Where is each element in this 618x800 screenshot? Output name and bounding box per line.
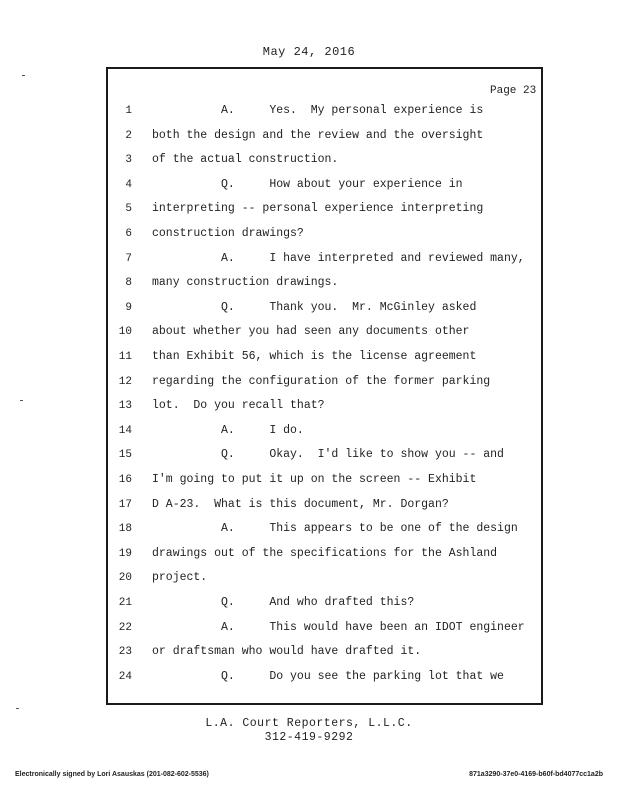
scan-speck <box>20 400 23 401</box>
line-number: 19 <box>118 548 132 560</box>
scan-speck <box>22 75 25 76</box>
line-number: 5 <box>125 203 132 215</box>
court-reporter-name: L.A. Court Reporters, L.L.C. <box>205 717 413 730</box>
page-number: Page 23 <box>490 85 537 97</box>
line-text: Q. How about your experience in <box>152 178 463 191</box>
line-text: interpreting -- personal experience interpreting <box>152 202 484 215</box>
line-text: or draftsman who would have drafted it. <box>152 645 422 658</box>
line-number: 1 <box>125 105 132 117</box>
line-text: Q. And who drafted this? <box>152 596 415 609</box>
line-text: A. Yes. My personal experience is <box>152 104 484 117</box>
line-text: project. <box>152 571 208 584</box>
line-number: 9 <box>125 302 132 314</box>
line-number: 10 <box>118 326 132 338</box>
line-number: 20 <box>118 572 132 584</box>
document-hash: 871a3290-37e0-4169-b60f-bd4077cc1a2b <box>469 771 603 778</box>
line-text: regarding the configuration of the former parking <box>152 375 491 388</box>
line-number: 17 <box>118 499 132 511</box>
line-number: 8 <box>125 277 132 289</box>
court-reporter-phone: 312-419-9292 <box>264 731 354 744</box>
line-text: about whether you had seen any documents other <box>152 325 470 338</box>
line-text: construction drawings? <box>152 227 304 240</box>
line-number: 13 <box>118 400 132 412</box>
line-number: 23 <box>118 646 132 658</box>
line-text: Q. Okay. I'd like to show you -- and <box>152 448 504 461</box>
line-text: D A-23. What is this document, Mr. Dorgan? <box>152 498 449 511</box>
line-number: 21 <box>118 597 132 609</box>
line-number: 18 <box>118 523 132 535</box>
line-number: 15 <box>118 449 132 461</box>
line-number: 6 <box>125 228 132 240</box>
line-number: 7 <box>125 253 132 265</box>
line-text: Q. Do you see the parking lot that we <box>152 670 504 683</box>
line-text: of the actual construction. <box>152 153 339 166</box>
line-text: A. I do. <box>152 424 304 437</box>
line-number: 24 <box>118 671 132 683</box>
line-text: A. This appears to be one of the design <box>152 522 518 535</box>
line-number: 11 <box>118 351 132 363</box>
line-text: lot. Do you recall that? <box>152 399 325 412</box>
line-text: Q. Thank you. Mr. McGinley asked <box>152 301 477 314</box>
line-text: than Exhibit 56, which is the license agreement <box>152 350 477 363</box>
line-text: drawings out of the specifications for the Ashland <box>152 547 498 560</box>
electronic-signature-note: Electronically signed by Lori Asauskas (201-082-602-5536) <box>15 771 209 778</box>
line-number: 22 <box>118 622 132 634</box>
line-number: 2 <box>125 130 132 142</box>
line-number: 4 <box>125 179 132 191</box>
line-number: 14 <box>118 425 132 437</box>
deposition-date: May 24, 2016 <box>262 45 356 59</box>
line-number: 3 <box>125 154 132 166</box>
line-text: both the design and the review and the oversight <box>152 129 484 142</box>
line-text: A. I have interpreted and reviewed many, <box>152 252 525 265</box>
line-number: 12 <box>118 376 132 388</box>
line-text: many construction drawings. <box>152 276 339 289</box>
line-number: 16 <box>118 474 132 486</box>
line-text: A. This would have been an IDOT engineer <box>152 621 525 634</box>
line-text: I'm going to put it up on the screen -- Exhibit <box>152 473 477 486</box>
scan-speck <box>16 708 19 709</box>
